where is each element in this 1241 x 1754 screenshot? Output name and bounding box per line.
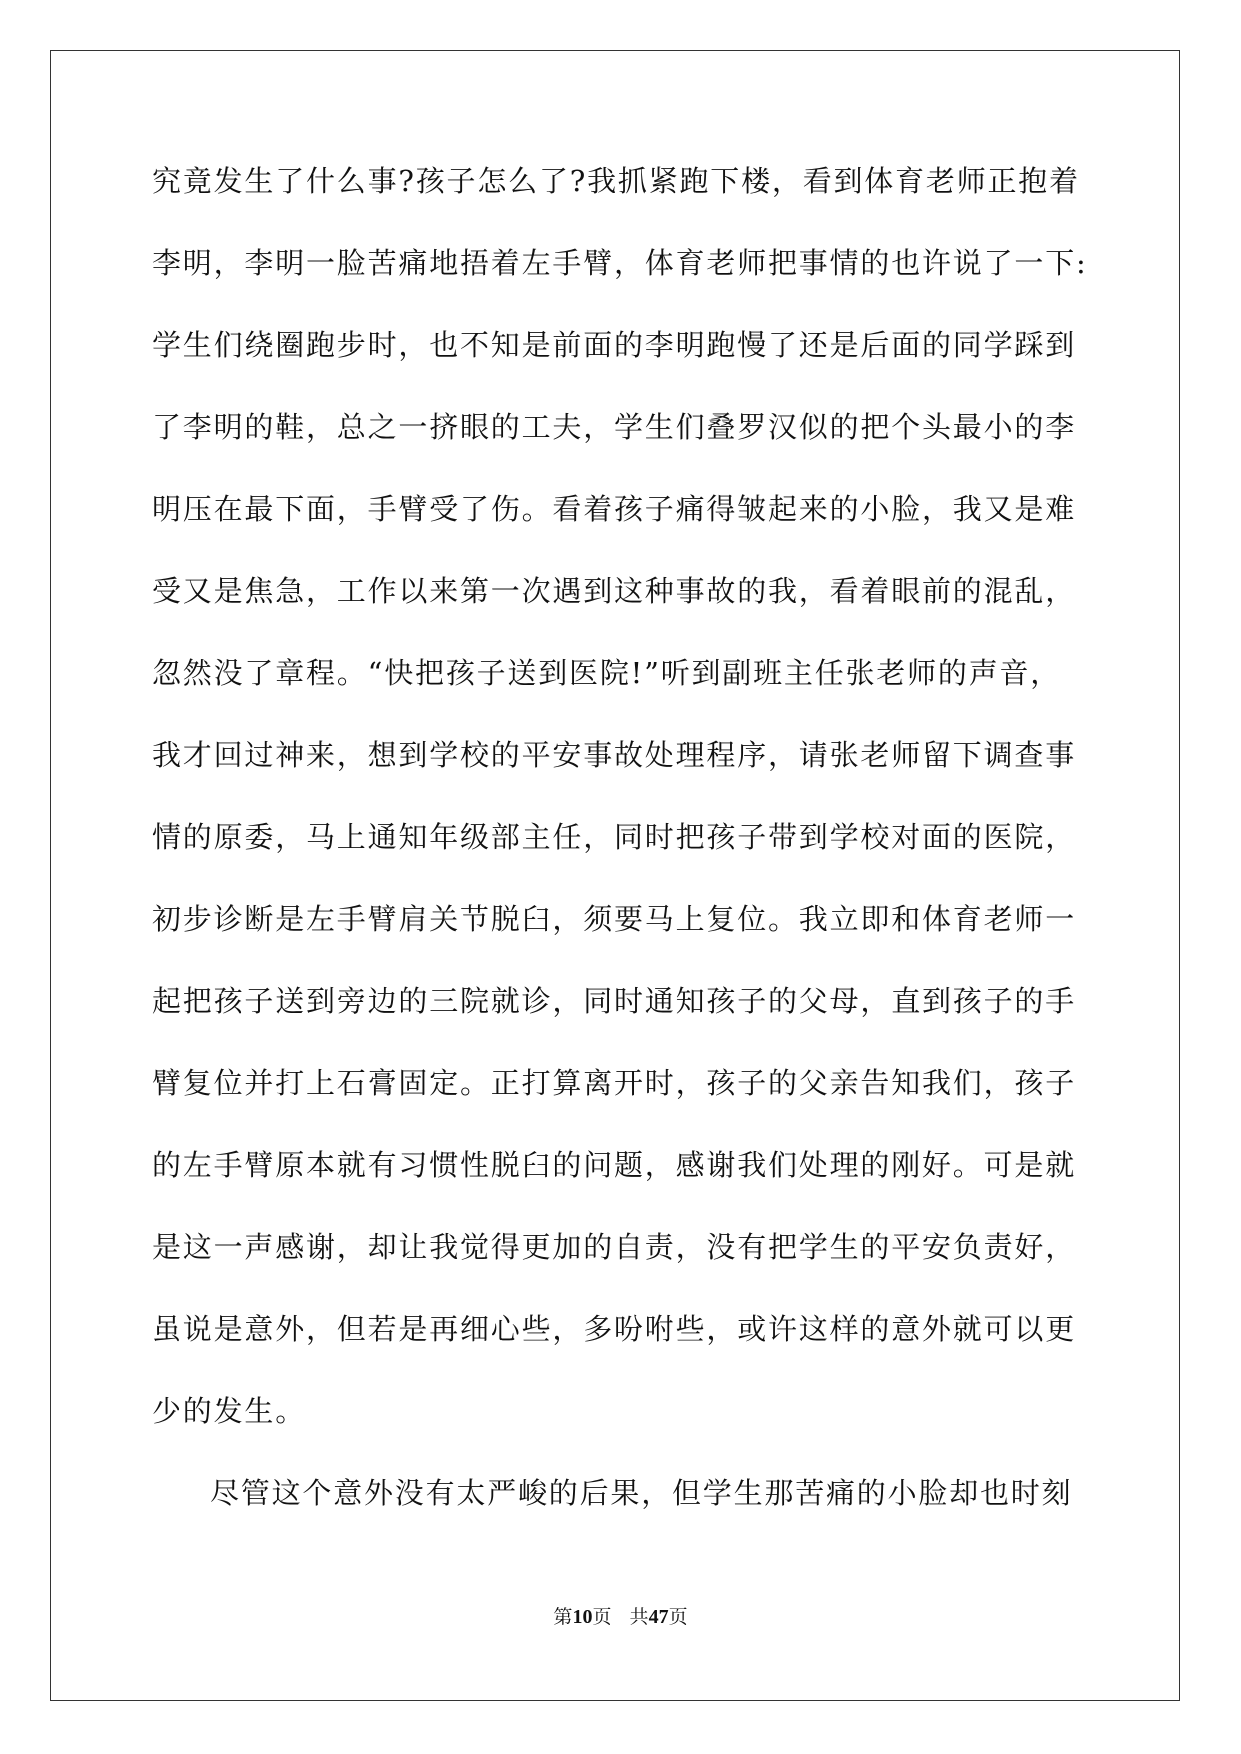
current-page-number: 10 bbox=[572, 1606, 593, 1628]
footer-middle: 页 共 bbox=[592, 1606, 649, 1628]
text-line: 了李明的鞋，总之一挤眼的工夫，学生们叠罗汉似的把个头最小的李 bbox=[152, 410, 1077, 444]
total-pages-number: 47 bbox=[648, 1606, 669, 1628]
paragraph-start-line: 尽管这个意外没有太严峻的后果，但学生那苦痛的小脸却也时刻 bbox=[210, 1476, 1073, 1510]
text-line: 情的原委，马上通知年级部主任，同时把孩子带到学校对面的医院， bbox=[152, 820, 1077, 854]
footer-prefix: 第 bbox=[553, 1606, 573, 1628]
body-text bbox=[152, 158, 1092, 1552]
text-line: 我才回过神来，想到学校的平安事故处理程序，请张老师留下调查事 bbox=[152, 738, 1077, 772]
text-line: 臂复位并打上石膏固定。正打算离开时，孩子的父亲告知我们，孩子 bbox=[152, 1066, 1077, 1100]
text-line: 李明，李明一脸苦痛地捂着左手臂，体育老师把事情的也许说了一下: bbox=[152, 246, 1088, 280]
text-line: 虽说是意外，但若是再细心些，多吩咐些，或许这样的意外就可以更 bbox=[152, 1312, 1077, 1346]
footer-suffix: 页 bbox=[668, 1606, 688, 1628]
text-line: 少的发生。 bbox=[152, 1394, 307, 1428]
text-line: 忽然没了章程。“快把孩子送到医院!”听到副班主任张老师的声音， bbox=[152, 656, 1062, 690]
text-line: 起把孩子送到旁边的三院就诊，同时通知孩子的父母，直到孩子的手 bbox=[152, 984, 1077, 1018]
text-line: 学生们绕圈跑步时，也不知是前面的李明跑慢了还是后面的同学踩到 bbox=[152, 328, 1077, 362]
text-line: 初步诊断是左手臂肩关节脱臼，须要马上复位。我立即和体育老师一 bbox=[152, 902, 1077, 936]
text-line: 是这一声感谢，却让我觉得更加的自责，没有把学生的平安负责好， bbox=[152, 1230, 1077, 1264]
text-line: 明压在最下面，手臂受了伤。看着孩子痛得皱起来的小脸，我又是难 bbox=[152, 492, 1077, 526]
text-line: 受又是焦急，工作以来第一次遇到这种事故的我，看着眼前的混乱， bbox=[152, 574, 1077, 608]
text-line: 究竟发生了什么事?孩子怎么了?我抓紧跑下楼，看到体育老师正抱着 bbox=[152, 164, 1080, 198]
page-footer bbox=[0, 1602, 1241, 1629]
text-line: 的左手臂原本就有习惯性脱臼的问题，感谢我们处理的刚好。可是就 bbox=[152, 1148, 1077, 1182]
